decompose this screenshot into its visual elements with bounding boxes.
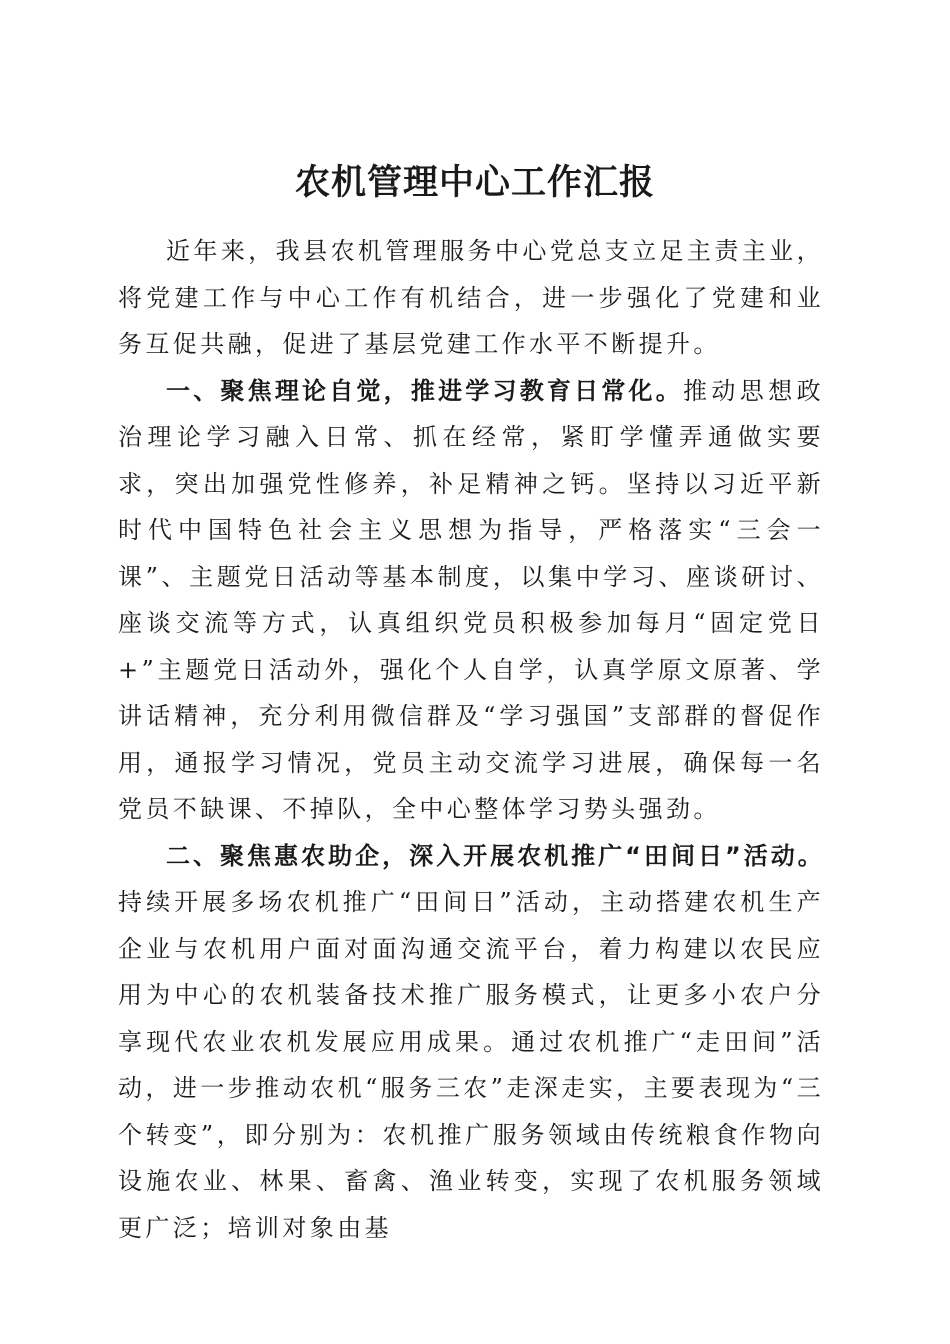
document-title: 农机管理中心工作汇报 — [294, 162, 655, 204]
section-1-paragraph — [118, 368, 824, 833]
section-2-heading: 二、聚焦惠农助企，深入开展农机推广“田间日”活动。 — [166, 841, 824, 870]
intro-paragraph — [118, 228, 824, 368]
section-2-text: 持续开展多场农机推广“田间日”活动，主动搭建农机生产企业与农机用户面对面沟通交流平台，着力构建以农民应用为中心的农机装备技术推广服务模式，让更多小农户分享现代农业农机发展应用成果。通过农机推广“走田间”活动，进一步推动农机“服务三农”走深走实，主要表现为“三个转变”，即分别为：农机推广服务领域由传统粮食作物向设施农业、林果、畜禽、渔业转变，实现了农机服务领域更广泛；培训对象由基 — [118, 888, 824, 1242]
section-1-text: 推动思想政治理论学习融入日常、抓在经常，紧盯学懂弄通做实要求，突出加强党性修养，补足精神之钙。坚持以习近平新时代中国特色社会主义思想为指导，严格落实“三会一课”、主题党日活动等基本制度，以集中学习、座谈研讨、座谈交流等方式，认真组织党员积极参加每月“固定党日+”主题党日活动外，强化个人自学，认真学原文原著、学讲话精神，充分利用微信群及“学习强国”支部群的督促作用，通报学习情况，党员主动交流学习进展，确保每一名党员不缺课、不掉队，全中心整体学习势头强劲。 — [118, 376, 825, 823]
document-body — [118, 228, 824, 1251]
intro-paragraph-text: 近年来，我县农机管理服务中心党总支立足主责主业，将党建工作与中心工作有机结合，进一步强化了党建和业务互促共融，促进了基层党建工作水平不断提升。 — [118, 237, 824, 358]
section-2-paragraph — [118, 833, 824, 1252]
section-1-heading: 一、聚焦理论自觉，推进学习教育日常化。 — [166, 376, 683, 405]
